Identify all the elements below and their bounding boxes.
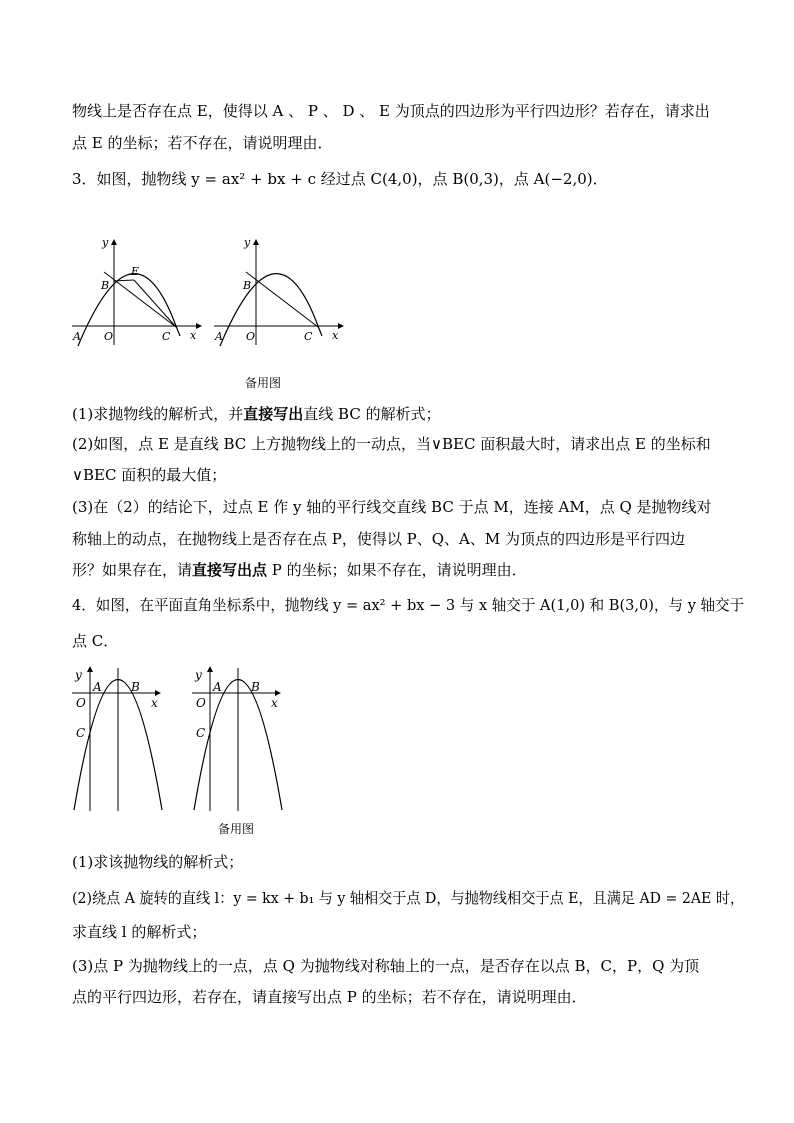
label-y: y bbox=[244, 236, 251, 249]
p2-line-2: 点 E 的坐标；若不存在，请说明理由． bbox=[72, 134, 333, 152]
p3-figure-main bbox=[68, 235, 208, 350]
label-c: C bbox=[196, 726, 206, 740]
p3-q2-line-2: ∨BEC 面积的最大值； bbox=[72, 466, 227, 484]
p3-q3-line-3: 形？如果存在，请直接写出点 P 的坐标；如果不存在，请说明理由． bbox=[72, 561, 527, 579]
p3-caption: 备用图 bbox=[245, 376, 282, 390]
label-y: y bbox=[75, 668, 82, 682]
label-b: B bbox=[251, 680, 260, 694]
label-x: x bbox=[271, 696, 278, 710]
p4-caption: 备用图 bbox=[218, 822, 255, 836]
y-axis-arrow bbox=[207, 666, 213, 672]
label-o: O bbox=[196, 696, 206, 710]
y-axis-arrow bbox=[253, 239, 259, 245]
p4-q3-line-2: 点的平行四边形，若存在，请直接写出点 P 的坐标；若不存在，请说明理由． bbox=[72, 988, 587, 1006]
label-e: E bbox=[131, 265, 140, 278]
label-o: O bbox=[76, 696, 86, 710]
p4-intro-line-1: 4．如图，在平面直角坐标系中，抛物线 y = ax² + bx − 3 与 x 轴交于 A(1,0) 和 B(3,0)，与 y 轴交于 bbox=[72, 596, 745, 614]
x-axis-arrow bbox=[196, 323, 202, 329]
p4-q3-line-1: (3)点 P 为抛物线上的一点，点 Q 为抛物线对称轴上的一点，是否存在以点 B，C，P，Q 为顶 bbox=[72, 957, 700, 975]
segment-ec bbox=[134, 280, 176, 327]
p3-q1: (1)求抛物线的解析式，并直接写出直线 BC 的解析式； bbox=[72, 405, 441, 423]
p4-q2-line-1: (2)绕点 A 旋转的直线 l：y = kx + b₁ 与 y 轴相交于点 D，与抛物线相交于点 E，且满足 AD = 2AE 时， bbox=[72, 889, 745, 907]
label-x: x bbox=[332, 329, 339, 342]
label-x: x bbox=[151, 696, 158, 710]
p2-line-1: 物线上是否存在点 E，使得以 A 、 P 、 D 、 E 为顶点的四边形为平行四边形？若存在，请求出 bbox=[72, 102, 710, 120]
label-a: A bbox=[213, 680, 222, 694]
p4-figure-backup bbox=[190, 660, 290, 812]
label-b: B bbox=[243, 279, 252, 292]
label-o: O bbox=[104, 330, 114, 343]
p4-intro-line-2: 点 C． bbox=[72, 632, 119, 650]
label-b: B bbox=[131, 680, 140, 694]
p3-figure-backup bbox=[210, 235, 350, 350]
p3-intro: 3．如图，抛物线 y = ax² + bx + c 经过点 C(4,0)，点 B(0,3)，点 A(−2,0)． bbox=[72, 170, 608, 188]
label-y: y bbox=[102, 236, 109, 249]
p3-q2-line-1: (2)如图，点 E 是直线 BC 上方抛物线上的一动点，当∨BEC 面积最大时，请求出点 E 的坐标和 bbox=[72, 435, 711, 453]
label-c: C bbox=[162, 330, 171, 343]
label-a: A bbox=[93, 680, 102, 694]
p3-q3-line-2: 称轴上的动点，在抛物线上是否存在点 P，使得以 P、Q、A、M 为顶点的四边形是平行四边 bbox=[72, 530, 685, 548]
label-c: C bbox=[76, 726, 86, 740]
line-bc bbox=[246, 272, 318, 327]
p4-figure-main bbox=[70, 660, 170, 812]
label-b: B bbox=[101, 279, 110, 292]
p3-q3-line-1: (3)在（2）的结论下，过点 E 作 y 轴的平行线交直线 BC 于点 M，连接 AM，点 Q 是抛物线对 bbox=[72, 498, 712, 516]
line-bc bbox=[104, 272, 176, 327]
label-o: O bbox=[246, 330, 256, 343]
p4-q1: (1)求该抛物线的解析式； bbox=[72, 853, 244, 871]
y-axis-arrow bbox=[111, 239, 117, 245]
label-a: A bbox=[73, 330, 81, 343]
label-a: A bbox=[215, 330, 223, 343]
label-c: C bbox=[304, 330, 313, 343]
label-y: y bbox=[195, 668, 202, 682]
label-x: x bbox=[190, 329, 197, 342]
y-axis-arrow bbox=[87, 666, 93, 672]
segment-be bbox=[114, 280, 134, 281]
p4-q2-line-2: 求直线 l 的解析式； bbox=[72, 923, 207, 941]
x-axis-arrow bbox=[338, 323, 344, 329]
